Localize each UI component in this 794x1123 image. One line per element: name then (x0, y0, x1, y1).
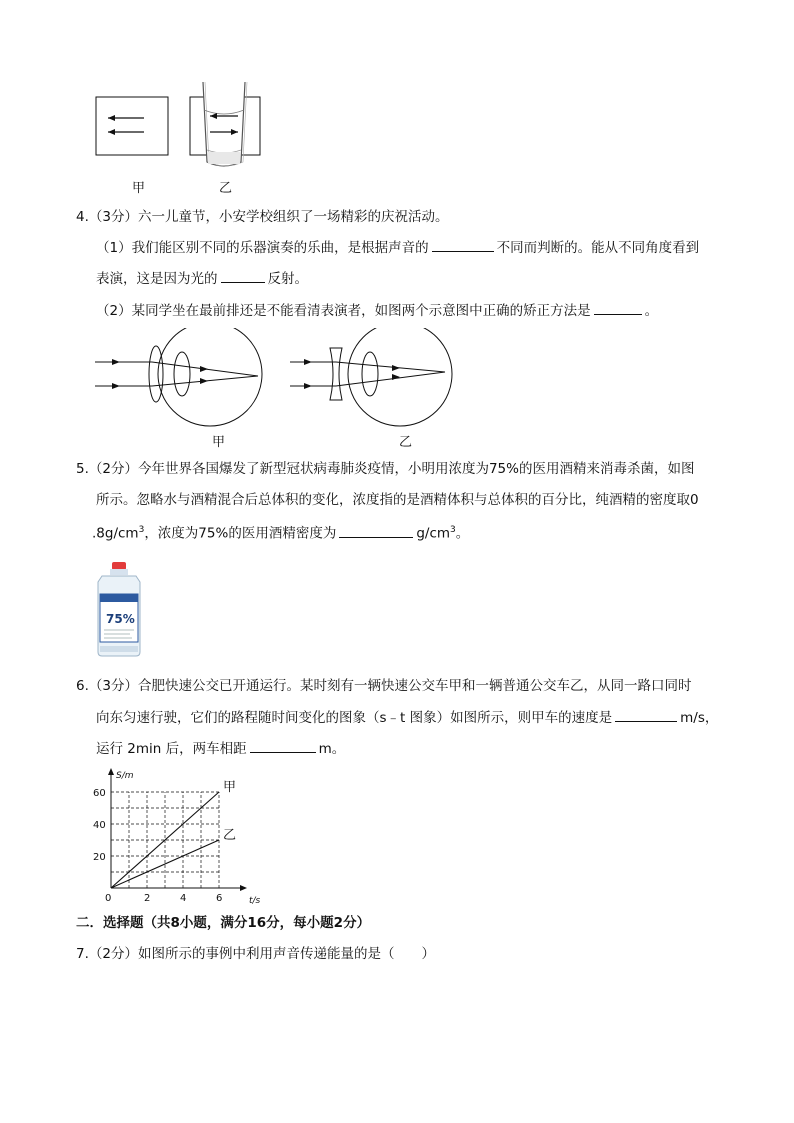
x-tick-label: 6 (216, 893, 223, 904)
q4-part1-line2 (96, 269, 308, 288)
q7-stem: 7.（2分）如图所示的事例中利用声音传递能量的是（ ） (76, 946, 435, 962)
eye-diagram-left (95, 328, 262, 426)
section2-heading: 二．选择题（共8小题，满分16分，每小题2分） (76, 915, 371, 931)
origin-label: 0 (105, 893, 112, 904)
q6-line2 (96, 708, 718, 727)
q4-p1-text-b: 不同而判断的。能从不同角度看到 (496, 240, 700, 256)
eye-diagrams (90, 328, 460, 428)
series-label: 甲 (223, 780, 237, 795)
q6-text-c: 运行 2min 后，两车相距 (96, 741, 247, 757)
q5-line3 (92, 521, 469, 543)
q4-part2-line (96, 301, 658, 320)
top-figure-label-left: 甲 (132, 181, 146, 196)
q5-line1: 5.（2分）今年世界各国爆发了新型冠状病毒肺炎疫情，小明用浓度为75%的医用酒精来消毒杀菌，如图 (76, 461, 695, 477)
bottle-label: 75% (106, 612, 135, 626)
x-axis-label: t/s (249, 896, 261, 906)
q5-sup-b: 3 (450, 525, 456, 535)
y-tick-label: 60 (93, 788, 106, 799)
st-chart-svg (84, 760, 264, 910)
y-axis-label: S/m (116, 771, 134, 781)
series-label: 乙 (223, 828, 237, 843)
st-chart (84, 760, 264, 910)
q4-p1-text-a: （1）我们能区别不同的乐器演奏的乐曲，是根据声音的 (96, 240, 429, 256)
y-tick-label: 40 (93, 820, 106, 831)
q4-p2-text-a: （2）某同学坐在最前排还是不能看清表演者，如图两个示意图中正确的矫正方法是 (96, 303, 591, 319)
y-tick-label: 20 (93, 852, 106, 863)
x-tick-label: 4 (180, 893, 187, 904)
q4-p1-text-d: 反射。 (267, 271, 308, 287)
eye-label-right: 乙 (399, 435, 413, 450)
q5-sup-a: 3 (138, 525, 145, 535)
top-figure-drawing (90, 80, 270, 175)
q5-text-c: g/cm (416, 525, 451, 542)
q5-text-d: 。 (455, 525, 470, 542)
eye-diagrams-drawing (90, 328, 460, 428)
q6-blank-1[interactable] (615, 708, 677, 722)
x-tick-label: 2 (144, 893, 151, 904)
q4-p1-text-c: 表演，这是因为光的 (96, 271, 218, 287)
q5-blank[interactable] (339, 524, 413, 538)
q5-text-a: .8g/cm (92, 525, 139, 542)
q4-p2-text-b: 。 (644, 303, 659, 319)
top-figure (90, 80, 270, 175)
alcohol-bottle-drawing (94, 560, 144, 658)
q4-blank-1[interactable] (432, 238, 494, 252)
q5-text-b: ，浓度为75%的医用酒精密度为 (144, 525, 337, 542)
eye-diagram-right (290, 328, 452, 426)
q6-text-a: 向东匀速行驶，它们的路程随时间变化的图象（s﹣t 图象）如图所示，则甲车的速度是 (96, 710, 613, 726)
alcohol-bottle-image (94, 560, 144, 658)
top-figure-label-right: 乙 (219, 181, 233, 196)
q4-blank-3[interactable] (594, 301, 642, 315)
q4-part1-line1 (96, 238, 699, 257)
q4-stem: 4.（3分）六一儿童节，小安学校组织了一场精彩的庆祝活动。 (76, 209, 449, 225)
q6-blank-2[interactable] (250, 739, 316, 753)
q4-blank-2[interactable] (221, 269, 265, 283)
eye-label-left: 甲 (212, 435, 226, 450)
y-axis-arrow (108, 768, 114, 775)
q6-line3 (96, 739, 345, 758)
q6-line1: 6.（3分）合肥快速公交已开通运行。某时刻有一辆快速公交车甲和一辆普通公交车乙，从同一路口同时 (76, 678, 692, 694)
x-axis-arrow (240, 885, 247, 891)
q6-text-d: m。 (318, 741, 346, 757)
q5-line2: 所示。忽略水与酒精混合后总体积的变化，浓度指的是酒精体积与总体积的百分比，纯酒精的密度取0 (96, 492, 699, 508)
q6-text-b: m/s， (680, 710, 719, 726)
